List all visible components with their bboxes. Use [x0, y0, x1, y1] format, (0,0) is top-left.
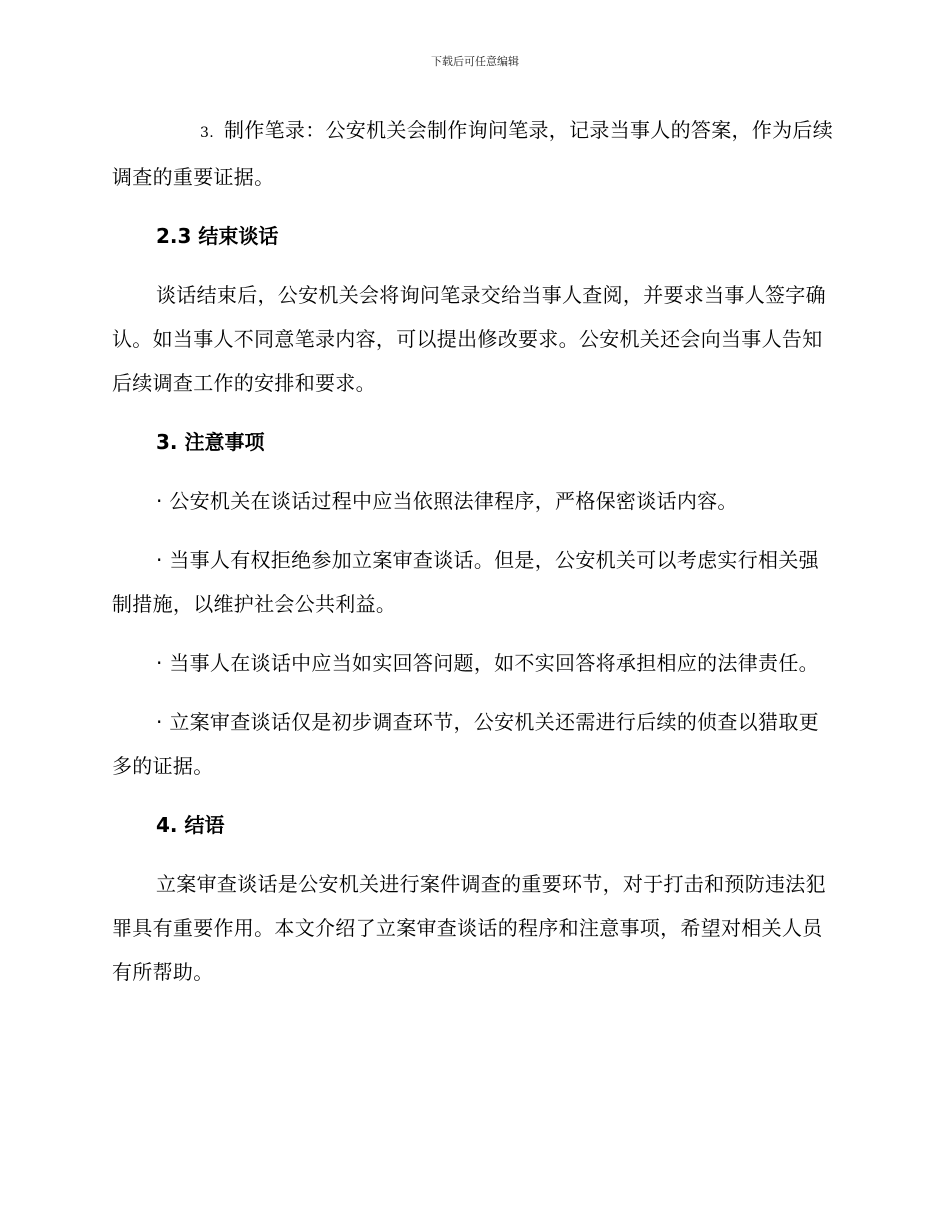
- document-body: [112, 108, 834, 994]
- bullet-item: · 当事人在谈话中应当如实回答问题，如不实回答将承担相应的法律责任。: [156, 651, 819, 675]
- page-header: 下载后可任意编辑: [431, 55, 519, 68]
- bullet-item: · 公安机关在谈话过程中应当依照法律程序，严格保密谈话内容。: [156, 489, 738, 513]
- bullet-item: · 立案审查谈话仅是初步调查环节，公安机关还需进行后续的侦查以猎取更多的证据。: [112, 710, 819, 778]
- bullet-item: · 当事人有权拒绝参加立案审查谈话。但是，公安机关可以考虑实行相关强制措施，以维护社会公共利益。: [112, 548, 819, 616]
- item-text: 制作笔录：公安机关会制作询问笔录，记录当事人的答案，作为后续调查的重要证据。: [112, 118, 833, 189]
- paragraph-conclusion: 立案审查谈话是公安机关进行案件调查的重要环节，对于打击和预防违法犯罪具有重要作用。本文介绍了立案审查谈话的程序和注意事项，希望对相关人员有所帮助。: [112, 872, 826, 984]
- paragraph-end-talk: 谈话结束后，公安机关会将询问笔录交给当事人查阅，并要求当事人签字确认。如当事人不同意笔录内容，可以提出修改要求。公安机关还会向当事人告知后续调查工作的安排和要求。: [112, 283, 826, 395]
- item-number: 3.: [200, 125, 214, 141]
- procedure-item-3: [112, 108, 834, 199]
- section-heading-2-3: 2.3 结束谈话: [156, 224, 279, 248]
- section-heading-3: 3. 注意事项: [156, 430, 265, 454]
- section-heading-4: 4. 结语: [156, 813, 225, 837]
